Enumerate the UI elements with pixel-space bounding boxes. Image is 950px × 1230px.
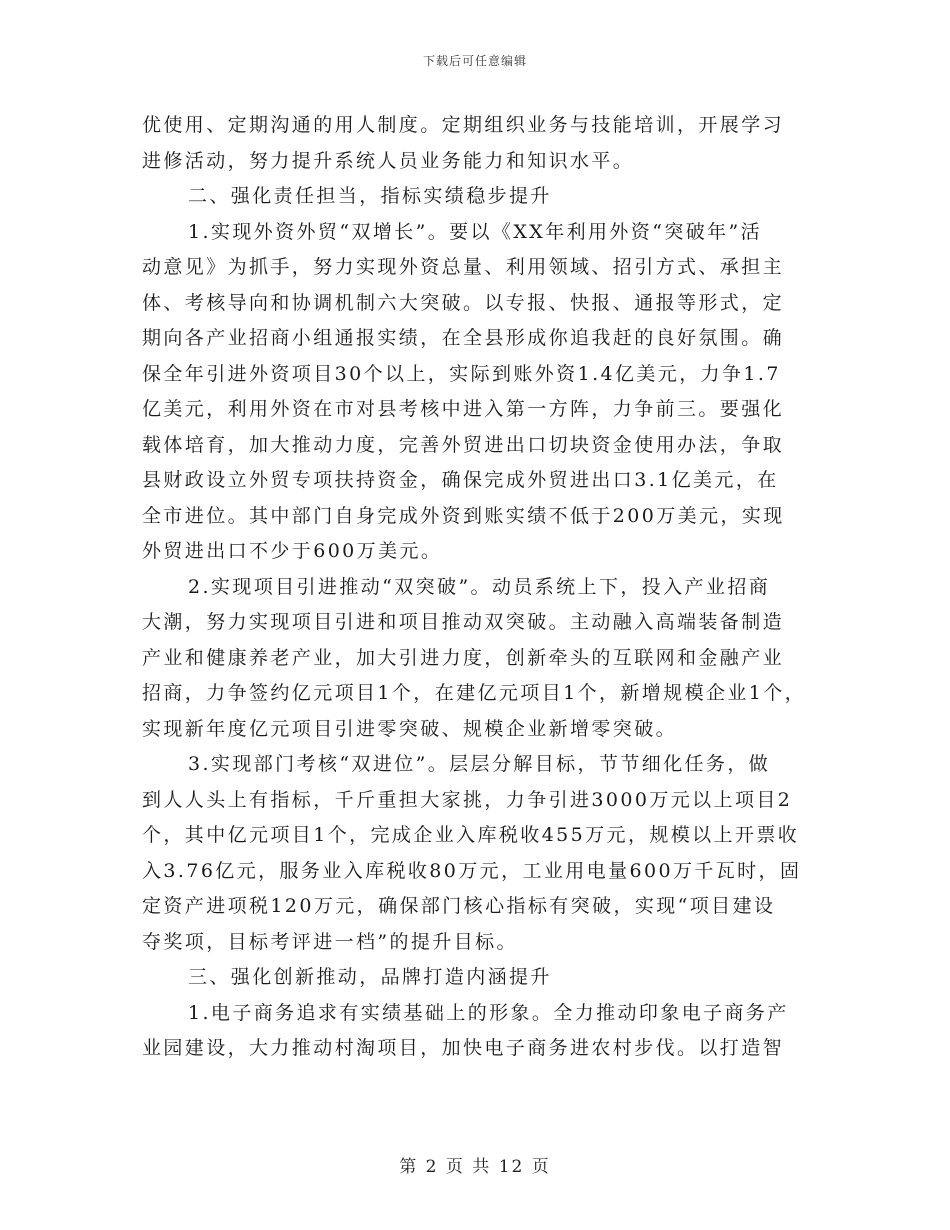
body-line: 县财政设立外贸专项扶持资金，确保完成外贸进出口3.1亿美元，在 [142, 469, 779, 491]
body-line: 进修活动，努力提升系统人员业务能力和知识水平。 [142, 149, 635, 172]
body-line: 招商，力争签约亿元项目1个，在建亿元项目1个，新增规模企业1个， [142, 682, 807, 704]
body-line: 亿美元，利用外资在市对县考核中进入第一方阵，力争前三。要强化 [142, 398, 785, 420]
body-line: 夺奖项，目标考评进一档”的提升目标。 [142, 930, 518, 953]
body-line: 体、考核导向和协调机制六大突破。以专报、快报、通报等形式，定 [142, 291, 785, 314]
paragraph-start: 3.实现部门考核“双进位”。层层分解目标，节节细化任务，做 [188, 753, 771, 775]
body-line: 外贸进出口不少于600万美元。 [142, 540, 443, 562]
body-line: 入3.76亿元，服务业入库税收80万元，工业用电量600万千瓦时，固 [142, 859, 802, 882]
body-line: 保全年引进外资项目30个以上，实际到账外资1.4亿美元，力争1.7 [142, 362, 781, 385]
body-line: 动意见》为抓手，努力实现外资总量、利用领域、招引方式、承担主 [142, 256, 785, 278]
section-heading: 二、强化责任担当，指标实绩稳步提升 [188, 185, 552, 207]
body-line: 全市进位。其中部门自身完成外资到账实绩不低于200万美元，实现 [142, 504, 785, 527]
body-line: 优使用、定期沟通的用人制度。定期组织业务与技能培训，开展学习 [142, 114, 785, 136]
body-line: 定资产进项税120万元，确保部门核心指标有突破，实现“项目建设 [142, 895, 776, 917]
paragraph-start: 1.实现外资外贸“双增长”。要以《XX年利用外资“突破年”活 [188, 220, 763, 243]
body-line: 业园建设，大力推动村淘项目，加快电子商务进农村步伐。以打造智 [142, 1037, 785, 1059]
paragraph-start: 2.实现项目引进推动“双突破”。动员系统上下，投入产业招商 [188, 575, 771, 598]
body-line: 载体培育，加大推动力度，完善外贸进出口切块资金使用办法，争取 [142, 433, 785, 456]
paragraph-start: 1.电子商务追求有实绩基础上的形象。全力推动印象电子商务产 [188, 1001, 789, 1024]
body-line: 期向各产业招商小组通报实绩，在全县形成你追我赶的良好氛围。确 [142, 327, 785, 349]
body-line: 大潮，努力实现项目引进和项目推动双突破。主动融入高端装备制造 [142, 611, 785, 633]
document-body [142, 108, 822, 1067]
body-line: 产业和健康养老产业，加大引进力度，创新牵头的互联网和金融产业 [142, 646, 785, 669]
page-header-note: 下载后可任意编辑 [422, 54, 527, 68]
section-heading: 三、强化创新推动，品牌打造内涵提升 [188, 966, 552, 988]
body-line: 个，其中亿元项目1个，完成企业入库税收455万元，规模以上开票收 [142, 824, 800, 846]
body-line: 实现新年度亿元项目引进零突破、规模企业新增零突破。 [142, 717, 678, 740]
body-line: 到人人头上有指标，千斤重担大家挑，力争引进3000万元以上项目2 [142, 788, 793, 811]
page-number-footer: 第 2 页 共 12 页 [399, 1157, 551, 1177]
